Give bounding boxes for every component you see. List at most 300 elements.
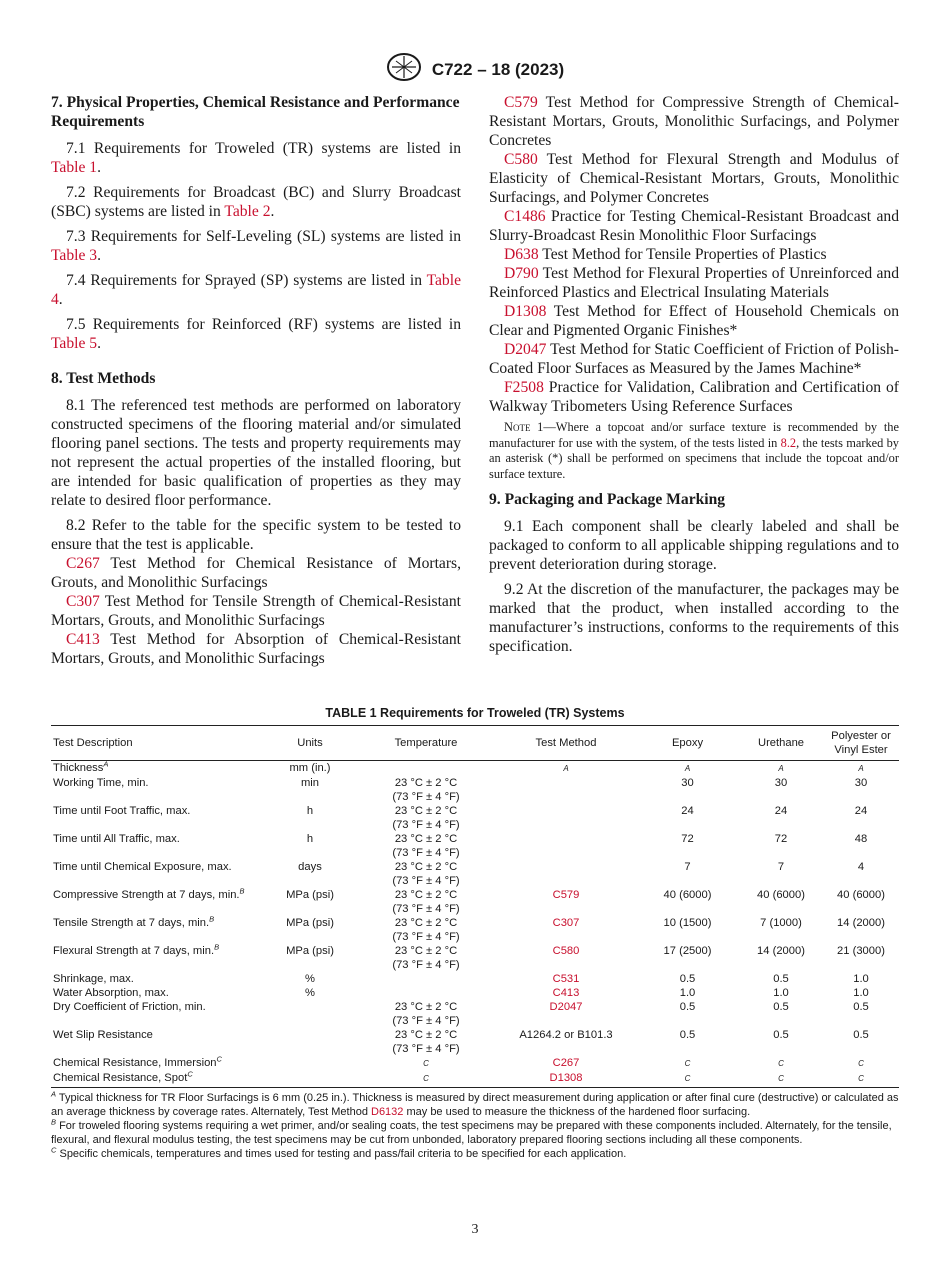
paragraph-7-5: 7.5 Requirements for Reinforced (RF) systems are listed in Table 5.: [51, 316, 461, 352]
cell-temperature: [356, 1071, 496, 1088]
temperature-celsius: 23 °C ± 2 °C: [394, 1001, 458, 1013]
reference-code-link[interactable]: D638: [504, 246, 539, 263]
table-title: TABLE 1 Requirements for Troweled (TR) Systems: [325, 706, 625, 720]
table-row: [51, 1071, 899, 1088]
value: 17 (2500): [663, 945, 712, 957]
cell-temperature: [356, 944, 496, 972]
document-designation: C722 – 18 (2023): [431, 59, 565, 79]
d6132-link[interactable]: D6132: [371, 1106, 404, 1118]
cell-test-description: [51, 860, 264, 888]
value: 0.5: [679, 1001, 696, 1013]
reference-code-link[interactable]: D1308: [504, 303, 547, 320]
paragraph-text: 7.4 Requirements for Sprayed (SP) systems are listed in: [66, 272, 427, 289]
footnote-marker: C: [187, 1069, 193, 1079]
temperature-celsius: 23 °C ± 2 °C: [394, 917, 458, 929]
cell-urethane: [739, 761, 823, 777]
cell-urethane: [739, 804, 823, 832]
value: 7: [684, 861, 691, 873]
cell-temperature: [356, 1028, 496, 1056]
footnote-marker: C: [858, 1059, 864, 1068]
cell-test-method: [496, 1056, 636, 1071]
reference-item: [51, 630, 461, 668]
row-description: Water Absorption, max.: [53, 987, 169, 999]
paragraph-text: 7.2 Requirements for Broadcast (BC) and Slurry Broadcast (SBC) systems are listed in: [51, 184, 461, 220]
paragraph-7-2: 7.2 Requirements for Broadcast (BC) and Slurry Broadcast (SBC) systems are listed in Table 2.: [51, 184, 461, 220]
cell-epoxy: [636, 1000, 739, 1028]
table-5-link[interactable]: Table 5: [51, 335, 98, 352]
test-method-link[interactable]: C579: [552, 889, 580, 901]
cell-urethane: [739, 972, 823, 986]
reference-title: Practice for Testing Chemical-Resistant Broadcast and Slurry-Broadcast Resin Monolithic Floor Surfacings: [489, 208, 899, 244]
footnote-marker: C: [216, 1054, 222, 1064]
cell-temperature: [356, 916, 496, 944]
cell-polyester-vinyl-ester: [823, 804, 899, 832]
cell-test-method: [496, 916, 636, 944]
footnote-marker: B: [51, 1117, 57, 1127]
cell-epoxy: [636, 1056, 739, 1071]
cell-urethane: [739, 860, 823, 888]
reference-code-link[interactable]: C413: [66, 631, 100, 648]
cell-units: [264, 860, 356, 888]
row-description: Dry Coefficient of Friction, min.: [53, 1001, 206, 1013]
column-header: Epoxy: [636, 726, 739, 761]
row-description: Shrinkage, max.: [53, 973, 134, 985]
cell-test-method: [496, 832, 636, 860]
row-description: Time until Foot Traffic, max.: [53, 805, 191, 817]
cell-epoxy: [636, 804, 739, 832]
reference-code-link[interactable]: C267: [66, 555, 100, 572]
temperature-fahrenheit: (73 °F ± 4 °F): [392, 791, 460, 803]
cell-test-method: [496, 944, 636, 972]
reference-item: [51, 592, 461, 630]
value: 0.5: [679, 1029, 696, 1041]
cell-test-description: [51, 776, 264, 804]
test-method-link[interactable]: C413: [552, 987, 580, 999]
cell-temperature: [356, 832, 496, 860]
value: 14 (2000): [837, 917, 885, 929]
reference-item: [489, 245, 899, 264]
cell-units: [264, 972, 356, 986]
units-value: days: [298, 861, 322, 873]
cell-test-description: [51, 1000, 264, 1028]
section-8-2-link[interactable]: 8.2: [780, 435, 797, 450]
table-header-row: [51, 726, 899, 761]
column-header: Temperature: [356, 726, 496, 761]
cell-test-method: [496, 888, 636, 916]
reference-item: [489, 264, 899, 302]
table-row: [51, 972, 899, 986]
cell-polyester-vinyl-ester: [823, 1028, 899, 1056]
value: 72: [681, 833, 694, 845]
temperature-celsius: 23 °C ± 2 °C: [394, 945, 458, 957]
footnote-text: For troweled flooring systems requiring a wet primer, and/or sealing coats, the test specimens may be prepared with these components included. Alternately, for the tensile, flexural, and flexural modulus testing, the test specimens may be cut from unbonded, laboratory prepared flooring sections including all these components.: [51, 1120, 892, 1146]
footnote-marker: C: [858, 1074, 864, 1083]
units-value: min: [300, 777, 320, 789]
row-description: Chemical Resistance, Spot: [53, 1072, 188, 1084]
value: 7 (1000): [760, 917, 802, 929]
cell-units: [264, 986, 356, 1000]
reference-title: Practice for Validation, Calibration and Certification of Walkway Tribometers Using Reference Surfaces: [489, 379, 899, 415]
row-description: Working Time, min.: [53, 777, 149, 789]
temperature-celsius: 23 °C ± 2 °C: [394, 1029, 458, 1041]
value: 0.5: [773, 1029, 789, 1041]
value: 24: [854, 805, 868, 817]
cell-polyester-vinyl-ester: [823, 832, 899, 860]
units-value: h: [306, 833, 314, 845]
footnote-marker: C: [778, 1074, 784, 1083]
cell-urethane: [739, 1028, 823, 1056]
footnote-text: Typical thickness for TR Floor Surfacings is 6 mm (0.25 in.). Thickness is measured by direct measurement during application or after final cure (destructive) or calculated as an average thickness by coverage rates. Alternately, Test Method: [51, 1092, 899, 1118]
cell-units: [264, 1056, 356, 1071]
column-header: Test Description: [51, 726, 264, 761]
cell-temperature: [356, 761, 496, 777]
cell-epoxy: [636, 776, 739, 804]
paragraph-7-4: 7.4 Requirements for Sprayed (SP) systems are listed in Table 4.: [51, 272, 461, 308]
table-row: [51, 860, 899, 888]
cell-test-description: [51, 1028, 264, 1056]
cell-units: [264, 916, 356, 944]
temperature-fahrenheit: (73 °F ± 4 °F): [392, 1015, 460, 1027]
reference-item: [489, 93, 899, 150]
cell-temperature: [356, 1056, 496, 1071]
cell-urethane: [739, 776, 823, 804]
value: 0.5: [853, 1001, 869, 1013]
cell-units: [264, 1028, 356, 1056]
cell-temperature: [356, 1000, 496, 1028]
footnote-c: [51, 1147, 899, 1161]
reference-code-link[interactable]: C580: [504, 151, 538, 168]
paragraph-9-1: 9.1 Each component shall be clearly labeled and shall be packaged to conform to all applicable shipping regulations and to prevent deterioration during storage.: [489, 518, 899, 573]
reference-code-link[interactable]: D2047: [504, 341, 547, 358]
cell-epoxy: [636, 986, 739, 1000]
table-row: [51, 1000, 899, 1028]
cell-polyester-vinyl-ester: [823, 761, 899, 777]
footnote-marker: C: [684, 1074, 691, 1083]
cell-test-description: [51, 804, 264, 832]
temperature-celsius: 23 °C ± 2 °C: [394, 889, 458, 901]
cell-polyester-vinyl-ester: [823, 972, 899, 986]
cell-polyester-vinyl-ester: [823, 1071, 899, 1088]
table-1-link[interactable]: Table 1: [51, 159, 98, 176]
reference-code-link[interactable]: F2508: [504, 379, 544, 396]
value: 0.5: [773, 973, 789, 985]
table-row: [51, 804, 899, 832]
left-column: [51, 93, 461, 668]
cell-epoxy: [636, 761, 739, 777]
row-description: Wet Slip Resistance: [53, 1029, 153, 1041]
paragraph-9-2: 9.2 At the discretion of the manufacturer, the packages may be marked that the product, when installed according to the manufacturer’s instructions, conforms to the requirements of this specification.: [489, 581, 899, 655]
reference-item: [489, 150, 899, 207]
cell-epoxy: [636, 944, 739, 972]
footnote-marker: C: [684, 1059, 691, 1068]
footnote-marker: C: [51, 1145, 57, 1155]
reference-title: Test Method for Tensile Strength of Chemical-Resistant Mortars, Grouts, and Monolithic Surfacings: [51, 593, 461, 629]
value: 40 (6000): [757, 889, 805, 901]
cell-test-description: [51, 986, 264, 1000]
cell-units: [264, 776, 356, 804]
section-8-title: 8. Test Methods: [51, 370, 156, 387]
temperature-fahrenheit: (73 °F ± 4 °F): [392, 847, 460, 859]
table-body: [51, 761, 899, 1088]
paragraph-8-2: 8.2 Refer to the table for the specific system to be tested to ensure that the test is applicable.: [51, 517, 461, 553]
cell-epoxy: [636, 972, 739, 986]
table-3-link[interactable]: Table 3: [51, 247, 98, 264]
test-method-link[interactable]: C531: [552, 973, 580, 985]
cell-test-description: [51, 1071, 264, 1088]
reference-title: Test Method for Tensile Properties of Plastics: [538, 246, 827, 263]
paragraph-text: 7.1 Requirements for Troweled (TR) systems are listed in: [66, 140, 461, 157]
cell-polyester-vinyl-ester: [823, 860, 899, 888]
row-description: Time until Chemical Exposure, max.: [53, 861, 232, 873]
cell-urethane: [739, 944, 823, 972]
test-method-link[interactable]: D1308: [549, 1072, 583, 1084]
reference-title: Test Method for Static Coefficient of Friction of Polish-Coated Floor Surfaces as Measured by the James Machine*: [489, 341, 899, 377]
temperature-fahrenheit: (73 °F ± 4 °F): [392, 1043, 460, 1055]
cell-epoxy: [636, 1028, 739, 1056]
reference-code-link[interactable]: C579: [504, 94, 538, 111]
temperature-celsius: 23 °C ± 2 °C: [394, 861, 458, 873]
units-value: MPa (psi): [286, 889, 334, 901]
cell-test-description: [51, 972, 264, 986]
cell-polyester-vinyl-ester: [823, 916, 899, 944]
cell-units: [264, 761, 356, 777]
table-row: [51, 888, 899, 916]
reference-title: Test Method for Flexural Properties of Unreinforced and Reinforced Plastics and Electrical Insulating Materials: [489, 265, 899, 301]
cell-polyester-vinyl-ester: [823, 986, 899, 1000]
cell-polyester-vinyl-ester: [823, 944, 899, 972]
units-value: MPa (psi): [286, 945, 334, 957]
reference-code-link[interactable]: D790: [504, 265, 539, 282]
paragraph-7-1: 7.1 Requirements for Troweled (TR) systems are listed in Table 1.: [51, 140, 461, 176]
value: 0.5: [853, 1029, 869, 1041]
paragraph-text: 7.3 Requirements for Self-Leveling (SL) systems are listed in: [66, 228, 461, 245]
temperature-fahrenheit: (73 °F ± 4 °F): [392, 875, 460, 887]
test-method-link[interactable]: C580: [552, 945, 580, 957]
cell-epoxy: [636, 888, 739, 916]
table-1: [51, 706, 899, 1161]
cell-polyester-vinyl-ester: [823, 1000, 899, 1028]
note-text: —Where a topcoat and/or surface texture is recommended by the manufacturer for use with the system, of the tests listed in: [489, 420, 899, 450]
value: 30: [681, 777, 694, 789]
row-description: Compressive Strength at 7 days, min.: [53, 889, 240, 901]
column-header: Urethane: [739, 726, 823, 761]
cell-test-method: [496, 986, 636, 1000]
value: 1.0: [773, 987, 789, 999]
row-description: Tensile Strength at 7 days, min.: [53, 917, 210, 929]
footnote-b: [51, 1119, 899, 1147]
cell-temperature: [356, 860, 496, 888]
cell-test-description: [51, 888, 264, 916]
reference-item: [489, 207, 899, 245]
reference-item: [489, 340, 899, 378]
note-label: Note 1: [504, 420, 544, 434]
cell-test-description: [51, 1056, 264, 1071]
value: 48: [854, 833, 868, 845]
reference-title: Test Method for Absorption of Chemical-Resistant Mortars, Grouts, and Monolithic Surfacings: [51, 631, 461, 667]
requirements-table: [51, 725, 899, 1088]
value: 24: [681, 805, 694, 817]
table-row: [51, 986, 899, 1000]
cell-test-method: [496, 972, 636, 986]
cell-urethane: [739, 832, 823, 860]
reference-title: Test Method for Compressive Strength of Chemical-Resistant Mortars, Grouts, Monolithic Surfacings, and Polymer Concretes: [489, 94, 899, 149]
table-row: [51, 776, 899, 804]
cell-units: [264, 888, 356, 916]
cell-units: [264, 1000, 356, 1028]
value: 24: [774, 805, 788, 817]
cell-temperature: [356, 776, 496, 804]
cell-urethane: [739, 1071, 823, 1088]
note-1: [489, 420, 899, 482]
row-description: Flexural Strength at 7 days, min.: [53, 945, 215, 957]
row-description: Chemical Resistance, Immersion: [53, 1057, 217, 1069]
cell-test-method: [496, 776, 636, 804]
cell-units: [264, 804, 356, 832]
cell-units: [264, 944, 356, 972]
value: 40 (6000): [663, 889, 712, 901]
reference-title: Test Method for Chemical Resistance of Mortars, Grouts, and Monolithic Surfacings: [51, 555, 461, 591]
cell-test-description: [51, 761, 264, 777]
value: 0.5: [679, 973, 696, 985]
temperature-celsius: 23 °C ± 2 °C: [394, 777, 458, 789]
reference-code-link[interactable]: C1486: [504, 208, 546, 225]
footnote-marker: A: [778, 764, 784, 773]
units-value: %: [305, 973, 315, 985]
units-value: MPa (psi): [286, 917, 334, 929]
temperature-fahrenheit: (73 °F ± 4 °F): [392, 959, 460, 971]
footnote-marker: B: [209, 914, 215, 924]
reference-item: [489, 378, 899, 416]
units-value: %: [305, 987, 315, 999]
cell-epoxy: [636, 832, 739, 860]
cell-test-method: [496, 860, 636, 888]
cell-test-method: [496, 1000, 636, 1028]
footnote-marker: A: [684, 764, 691, 773]
test-method-link[interactable]: C307: [552, 917, 580, 929]
value: 1.0: [853, 987, 869, 999]
footnote-text: Specific chemicals, temperatures and times used for testing and pass/fail criteria to be specified for each application.: [56, 1148, 627, 1160]
cell-test-method: [496, 761, 636, 777]
cell-temperature: [356, 986, 496, 1000]
footnote-marker: C: [778, 1059, 784, 1068]
column-header: Polyester or Vinyl Ester: [823, 726, 899, 761]
footnote-marker: A: [51, 1089, 57, 1099]
section-7-title: 7. Physical Properties, Chemical Resistance and Performance Requirements: [51, 94, 460, 130]
temperature-fahrenheit: (73 °F ± 4 °F): [392, 819, 460, 831]
test-method-text: A1264.2 or B101.3: [519, 1029, 613, 1041]
row-description: Time until All Traffic, max.: [53, 833, 180, 845]
table-4-link[interactable]: Table 4: [51, 272, 461, 308]
table-footnotes: [51, 1091, 899, 1161]
value: 1.0: [853, 973, 869, 985]
value: 10 (1500): [663, 917, 712, 929]
paragraph-text: 7.5 Requirements for Reinforced (RF) systems are listed in: [66, 316, 461, 333]
cell-test-description: [51, 944, 264, 972]
footnote-marker: A: [858, 764, 864, 773]
units-value: h: [306, 805, 314, 817]
value: 0.5: [773, 1001, 789, 1013]
table-2-link[interactable]: Table 2: [224, 203, 271, 220]
temperature-fahrenheit: (73 °F ± 4 °F): [392, 931, 460, 943]
footnote-marker: C: [423, 1059, 429, 1068]
section-9-title: 9. Packaging and Package Marking: [489, 491, 726, 508]
reference-title: Test Method for Effect of Household Chemicals on Clear and Pigmented Organic Finishes*: [489, 303, 899, 339]
astm-logo: [386, 52, 422, 87]
right-column: [489, 93, 899, 662]
paragraph-8-1: 8.1 The referenced test methods are performed on laboratory constructed specimens of the flooring material and/or simulated flooring panel sections. The tests and property requirements may not represent the actual properties of the installed flooring, but are intended for basic qualification of properties as they may relate to desired floor performance.: [51, 397, 461, 509]
table-row: [51, 944, 899, 972]
cell-temperature: [356, 804, 496, 832]
cell-units: [264, 1071, 356, 1088]
reference-code-link[interactable]: C307: [66, 593, 100, 610]
column-header: Test Method: [496, 726, 636, 761]
temperature-celsius: 23 °C ± 2 °C: [394, 805, 458, 817]
footnote-a: [51, 1091, 899, 1119]
table-row: [51, 832, 899, 860]
page-header: [0, 52, 950, 87]
paragraph-7-3: 7.3 Requirements for Self-Leveling (SL) systems are listed in Table 3.: [51, 228, 461, 264]
value: 21 (3000): [837, 945, 885, 957]
reference-title: Test Method for Flexural Strength and Modulus of Elasticity of Chemical-Resistant Mortars, Grouts, Monolithic Surfacings, and Polymer Concretes: [489, 151, 899, 206]
footnote-marker: C: [423, 1074, 429, 1083]
value: 40 (6000): [837, 889, 885, 901]
reference-item: [51, 554, 461, 592]
temperature-fahrenheit: (73 °F ± 4 °F): [392, 903, 460, 915]
page-number: 3: [471, 1222, 479, 1237]
value: 7: [777, 861, 785, 873]
cell-epoxy: [636, 860, 739, 888]
table-row: [51, 916, 899, 944]
value: 72: [774, 833, 788, 845]
cell-polyester-vinyl-ester: [823, 776, 899, 804]
cell-urethane: [739, 888, 823, 916]
table-row: [51, 1028, 899, 1056]
note-text: , the tests marked by an asterisk (*) shall be performed on specimens that include the topcoat and/or surface texture.: [489, 435, 900, 481]
cell-test-method: [496, 1071, 636, 1088]
value: 30: [854, 777, 868, 789]
footnote-text: may be used to measure the thickness of the hardened floor surfacing.: [403, 1106, 751, 1118]
table-row: [51, 1056, 899, 1071]
cell-temperature: [356, 972, 496, 986]
value: 14 (2000): [757, 945, 805, 957]
cell-polyester-vinyl-ester: [823, 1056, 899, 1071]
test-method-link[interactable]: C267: [552, 1057, 580, 1069]
cell-test-description: [51, 832, 264, 860]
cell-polyester-vinyl-ester: [823, 888, 899, 916]
value: 1.0: [679, 987, 696, 999]
cell-epoxy: [636, 916, 739, 944]
cell-test-method: [496, 804, 636, 832]
footnote-marker: B: [214, 942, 220, 952]
footnote-marker: B: [239, 886, 245, 896]
temperature-celsius: 23 °C ± 2 °C: [394, 833, 458, 845]
row-description: Thickness: [53, 762, 104, 774]
cell-test-method: [496, 1028, 636, 1056]
column-header: Units: [264, 726, 356, 761]
reference-item: [489, 302, 899, 340]
cell-epoxy: [636, 1071, 739, 1088]
value: 30: [774, 777, 788, 789]
value: 4: [857, 861, 865, 873]
footnote-marker: A: [563, 764, 569, 773]
cell-urethane: [739, 916, 823, 944]
footnote-marker: A: [103, 759, 109, 769]
units-value: mm (in.): [289, 762, 331, 774]
cell-urethane: [739, 1056, 823, 1071]
cell-urethane: [739, 986, 823, 1000]
test-method-link[interactable]: D2047: [549, 1001, 583, 1013]
table-row: [51, 761, 899, 777]
